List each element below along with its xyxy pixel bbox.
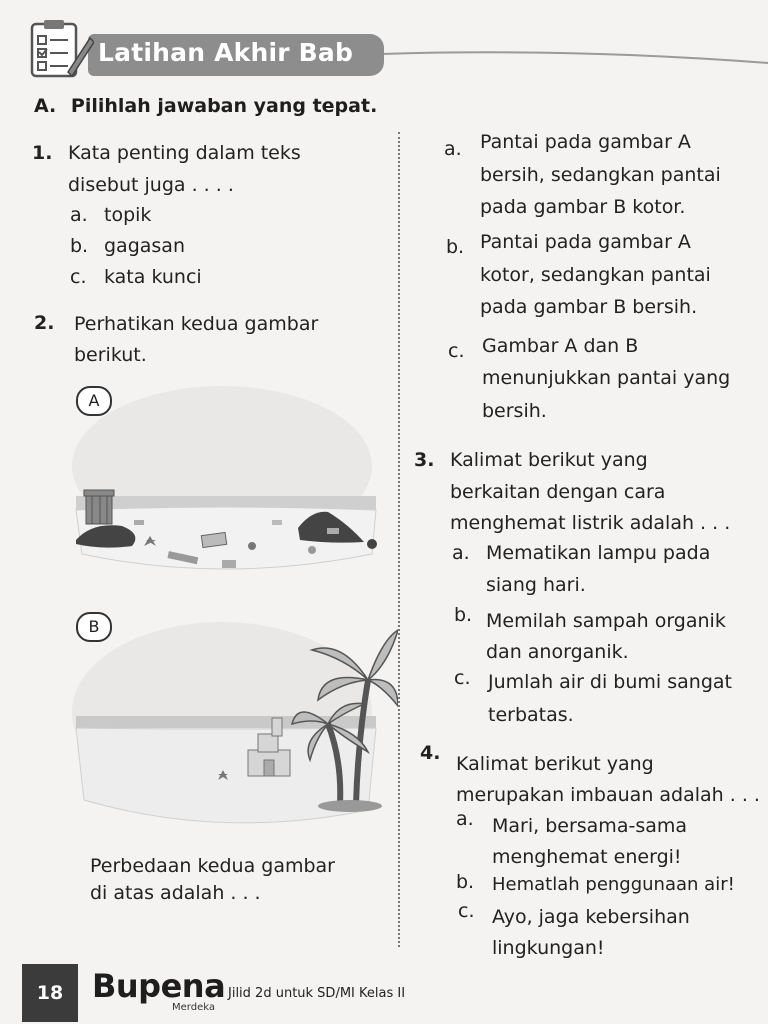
q3-option-a-line1: Mematikan lampu pada <box>486 542 711 564</box>
q1-option-c-text: kata kunci <box>104 266 202 288</box>
q2-option-b-line2: kotor, sedangkan pantai <box>480 264 711 286</box>
publisher-logo-subtitle: Merdeka <box>172 1002 215 1013</box>
q2-option-a-line3: pada gambar B kotor. <box>480 196 686 218</box>
q3-option-c-line1: Jumlah air di bumi sangat <box>488 671 732 693</box>
q2-question-line2: di atas adalah . . . <box>90 882 261 904</box>
q4-option-c-line1: Ayo, jaga kebersihan <box>492 906 690 928</box>
publisher-logo: Bupena <box>92 967 226 1005</box>
q3-option-a-letter: a. <box>452 542 470 564</box>
q1-text-line2: disebut juga . . . . <box>68 174 234 196</box>
q3-number: 3. <box>414 449 435 471</box>
q2-text-line1: Perhatikan kedua gambar <box>74 313 319 335</box>
q2-option-a-letter: a. <box>444 138 462 160</box>
q1-option-b-letter: b. <box>70 235 89 257</box>
q4-option-c-line2: lingkungan! <box>492 937 605 959</box>
q2-option-a-line2: bersih, sedangkan pantai <box>480 164 721 186</box>
q1-option-a-text: topik <box>104 204 152 226</box>
q3-option-b-line1: Memilah sampah organik <box>486 610 726 632</box>
footer-book-info: Jilid 2d untuk SD/MI Kelas II <box>228 986 406 1001</box>
q3-text-line1: Kalimat berikut yang <box>450 449 648 471</box>
q2-option-b-line3: pada gambar B bersih. <box>480 296 698 318</box>
q4-text-line2: merupakan imbauan adalah . . . <box>456 784 760 806</box>
q3-option-a-line2: siang hari. <box>486 574 586 596</box>
q1-option-a-letter: a. <box>70 204 88 226</box>
q3-option-b-line2: dan anorganik. <box>486 641 629 663</box>
q2-option-c-line2: menunjukkan pantai yang <box>482 367 731 389</box>
q4-option-a-letter: a. <box>456 808 474 830</box>
q4-text-line1: Kalimat berikut yang <box>456 753 654 775</box>
q4-option-b-letter: b. <box>456 871 475 893</box>
beach-clean-illustration <box>72 620 398 840</box>
q2-option-a-line1: Pantai pada gambar A <box>480 131 691 153</box>
q3-text-line3: menghemat listrik adalah . . . <box>450 512 731 534</box>
q3-option-b-letter: b. <box>454 604 473 626</box>
q2-text-line2: berikut. <box>74 344 147 366</box>
checklist-clipboard-icon <box>28 18 94 80</box>
q1-text-line1: Kata penting dalam teks <box>68 142 301 164</box>
q2-number: 2. <box>34 312 55 334</box>
q4-option-c-letter: c. <box>458 900 475 922</box>
q2-option-c-line1: Gambar A dan B <box>482 335 639 357</box>
q4-option-a-line2: menghemat energi! <box>492 846 682 868</box>
q4-option-b-line1: Hematlah penggunaan air! <box>492 874 735 895</box>
picture-a-label: A <box>76 386 112 416</box>
q1-number: 1. <box>32 142 53 164</box>
q1-option-b-text: gagasan <box>104 235 185 257</box>
q3-option-c-line2: terbatas. <box>488 704 574 726</box>
picture-b-label: B <box>76 612 112 642</box>
q3-option-c-letter: c. <box>454 667 471 689</box>
q3-text-line2: berkaitan dengan cara <box>450 481 666 503</box>
q4-option-a-line1: Mari, bersama-sama <box>492 815 688 837</box>
q1-option-c-letter: c. <box>70 266 87 288</box>
header-divider-line <box>380 50 768 64</box>
section-label: A. <box>34 95 57 117</box>
section-heading <box>34 95 377 117</box>
q4-number: 4. <box>420 742 441 764</box>
page-number: 18 <box>22 964 78 1022</box>
beach-dirty-illustration <box>72 384 398 584</box>
q2-option-c-line3: bersih. <box>482 400 547 422</box>
q2-option-c-letter: c. <box>448 340 465 362</box>
section-instruction: Pilihlah jawaban yang tepat. <box>70 95 378 117</box>
q2-question-line1: Perbedaan kedua gambar <box>90 855 335 877</box>
q2-option-b-line1: Pantai pada gambar A <box>480 231 691 253</box>
column-divider <box>398 132 400 947</box>
q2-option-b-letter: b. <box>446 236 465 258</box>
page-title: Latihan Akhir Bab <box>98 38 354 67</box>
